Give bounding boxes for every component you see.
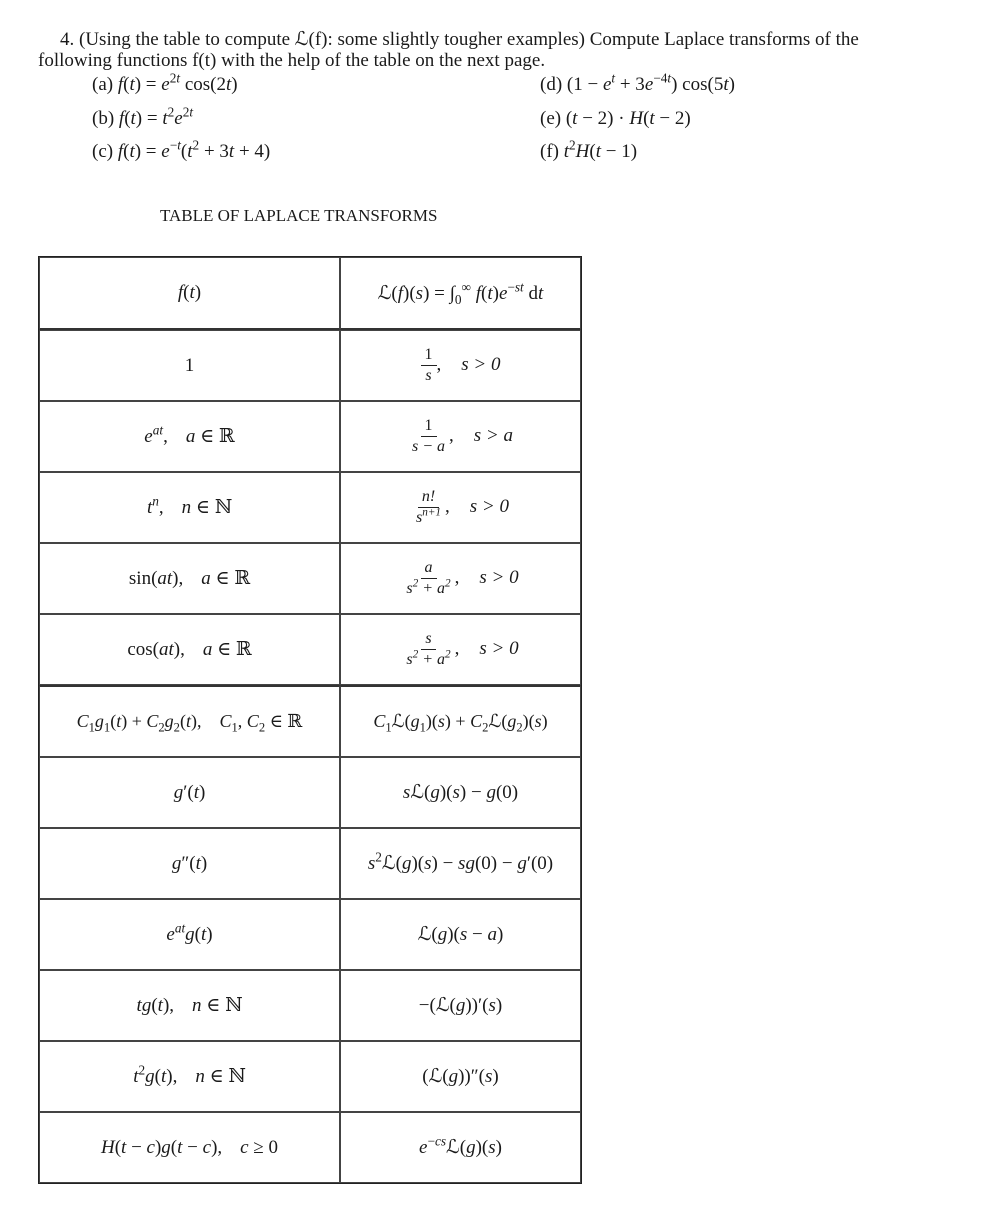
transform-cell: (ℒ(g))″(s) (340, 1041, 581, 1112)
exercise-item-a: (a) $f(t) = e^{2t}$ cos(2t) (92, 70, 238, 95)
table-row (39, 970, 581, 1041)
transform-cell: sℒ(g)(s) − g(0) (340, 757, 581, 828)
problem-statement-line-1: 4. (Using the table to compute ℒ(f): some slightly tougher examples) Compute Laplace transforms of the (60, 29, 859, 50)
transform-cell: $\frac{n!}{s^{n+1}}$ , s > 0 (340, 472, 581, 543)
function-cell: g′(t) (39, 757, 340, 828)
function-cell: cos(at), a ∈ ℝ (39, 614, 340, 685)
table-row (39, 899, 581, 970)
table-row (39, 685, 581, 757)
table-row (39, 401, 581, 472)
exercise-item-c: (c) $f(t) = e^{-t}(t^2 + 3t + 4)$ (92, 137, 271, 162)
table-row (39, 1112, 581, 1183)
table-row (39, 757, 581, 828)
function-cell: $C_1g_1(t) + C_2g_2(t)$, $C_1$, $C_2$ ∈ ℝ (39, 685, 340, 757)
function-cell: H(t − c)g(t − c), c ≥ 0 (39, 1112, 340, 1183)
laplace-table (38, 256, 582, 1184)
exercise-item-b: (b) $f(t) = t^2e^{2t}$ (92, 104, 194, 129)
function-cell: $t^2g(t)$, n ∈ ℕ (39, 1041, 340, 1112)
transform-cell: ℒ(g)(s − a) (340, 899, 581, 970)
table-row (39, 828, 581, 899)
exercise-item-f: (f) $t^2H(t - 1)$ (540, 137, 638, 162)
header-function-cell: f(t) (39, 257, 340, 330)
exercise-item-e: (e) (t − 2) · H(t − 2) (540, 108, 691, 129)
table-row (39, 543, 581, 614)
transform-cell: $s^2ℒ(g)(s) - sg(0) - g'(0)$ (340, 828, 581, 899)
table-header-row (39, 257, 581, 330)
table-title: TABLE OF LAPLACE TRANSFORMS (160, 206, 438, 225)
function-cell: tg(t), n ∈ ℕ (39, 970, 340, 1041)
transform-cell: $\frac{s}{s^2 + a^2}$ , s > 0 (340, 614, 581, 685)
transform-cell: $\frac{1}{s - a}$ , s > a (340, 401, 581, 472)
transform-cell: $C_1ℒ(g_1)(s)$ + $C_2ℒ(g_2)(s)$ (340, 685, 581, 757)
transform-cell: $\frac{1}{s}$ , s > 0 (340, 330, 581, 401)
function-cell: 1 (39, 330, 340, 401)
transform-cell: $\frac{a}{s^2 + a^2}$ , s > 0 (340, 543, 581, 614)
table-row (39, 330, 581, 401)
exercise-item-d: (d) $(1 - e^t + 3e^{-4t})$ cos(5t) (540, 70, 735, 95)
header-transform-cell: ℒ(f)(s) = $\int_0^\infty$ $f(t)e^{-st}$ dt (340, 257, 581, 330)
table-row (39, 472, 581, 543)
transform-cell: $e^{-cs}ℒ(g)(s)$ (340, 1112, 581, 1183)
function-cell: sin(at), a ∈ ℝ (39, 543, 340, 614)
table-row (39, 614, 581, 685)
transform-cell: −(ℒ(g))′(s) (340, 970, 581, 1041)
table-row (39, 1041, 581, 1112)
function-cell: $t^n$, n ∈ ℕ (39, 472, 340, 543)
function-cell: $e^{at}$, a ∈ ℝ (39, 401, 340, 472)
function-cell: $e^{at}g(t)$ (39, 899, 340, 970)
problem-statement-line-2: following functions f(t) with the help of the table on the next page. (38, 50, 546, 71)
function-cell: g″(t) (39, 828, 340, 899)
